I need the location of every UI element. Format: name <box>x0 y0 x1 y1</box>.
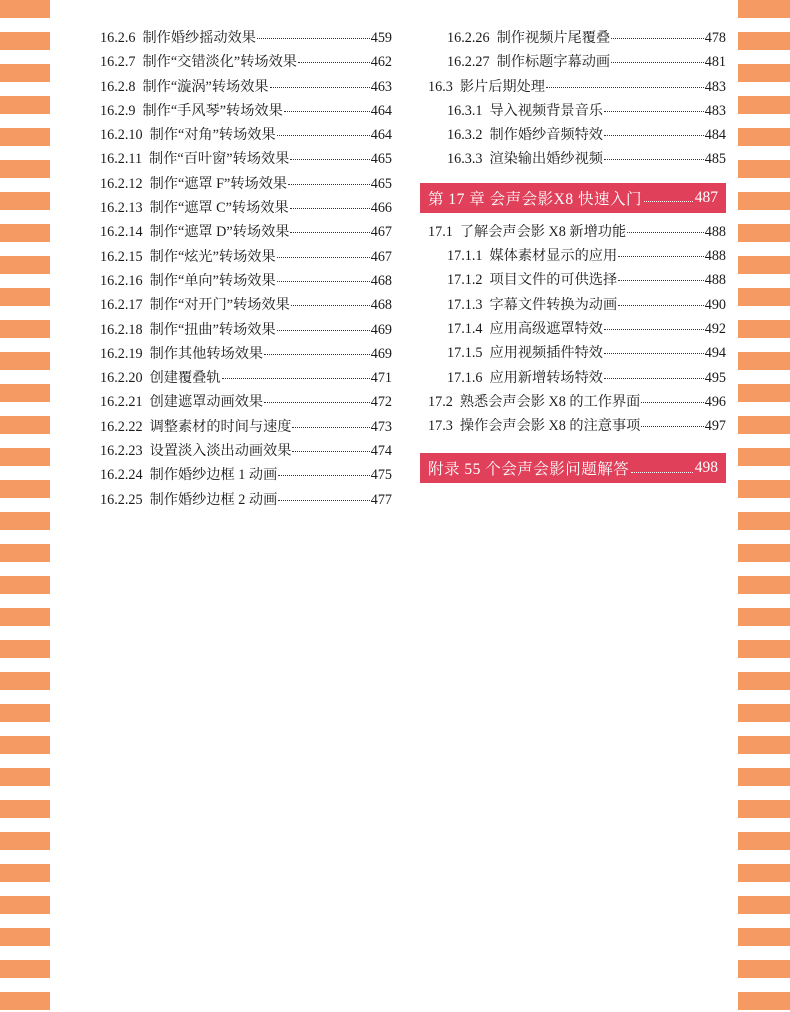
entry-number: 17.2 <box>428 393 453 410</box>
leader-dots <box>618 256 704 257</box>
toc-entry[interactable] <box>420 76 726 100</box>
toc-entry[interactable] <box>100 464 392 488</box>
leader-dots <box>604 159 704 160</box>
entry-title: 制作“扭曲”转场效果 <box>149 321 276 338</box>
entry-title: 字幕文件转换为动画 <box>489 296 618 313</box>
leader-dots <box>278 500 369 501</box>
entry-number: 16.2.11 <box>100 151 143 168</box>
entry-title: 制作“炫光”转场效果 <box>149 248 276 265</box>
entry-title: 熟悉会声会影 X8 的工作界面 <box>459 393 641 410</box>
leader-dots <box>291 305 370 306</box>
entry-title: 制作婚纱音频特效 <box>489 127 603 144</box>
entry-page: 459 <box>370 30 392 46</box>
entry-number: 17.1.4 <box>447 320 483 337</box>
toc-entry[interactable] <box>100 343 392 367</box>
appendix-page: 498 <box>694 459 718 477</box>
entry-number: 16.3.1 <box>447 102 483 119</box>
leader-dots <box>604 111 704 112</box>
toc-entry[interactable] <box>100 440 392 464</box>
entry-title: 制作视频片尾覆叠 <box>496 30 611 46</box>
entry-number: 17.1.1 <box>447 248 483 265</box>
leader-dots <box>627 232 704 233</box>
entry-page: 471 <box>370 370 392 387</box>
entry-page: 478 <box>704 30 726 46</box>
toc-entry[interactable] <box>100 148 392 172</box>
entry-number: 17.3 <box>428 418 453 435</box>
leader-dots <box>277 257 370 258</box>
entry-page: 473 <box>370 418 392 435</box>
entry-title: 创建遮罩动画效果 <box>149 394 264 411</box>
entry-page: 488 <box>704 223 726 240</box>
entry-number: 16.2.10 <box>100 127 143 144</box>
leader-dots <box>292 451 369 452</box>
entry-page: 485 <box>704 151 726 168</box>
leader-dots <box>264 402 370 403</box>
entry-title: 制作“百叶窗”转场效果 <box>149 151 290 168</box>
entry-number: 16.2.7 <box>100 54 136 71</box>
entry-number: 16.2.6 <box>100 30 136 46</box>
entry-page: 465 <box>370 175 392 192</box>
toc-entry[interactable] <box>420 415 726 439</box>
toc-entry[interactable] <box>420 27 726 51</box>
entry-title: 制作婚纱边框 2 动画 <box>149 491 278 508</box>
entry-title: 应用高级遮罩特效 <box>489 320 603 337</box>
entry-title: 制作“交错淡化”转场效果 <box>142 54 297 71</box>
toc-entry[interactable] <box>100 489 392 513</box>
appendix-heading[interactable] <box>420 453 726 483</box>
toc-entry[interactable] <box>100 294 392 318</box>
entry-page: 492 <box>704 320 726 337</box>
entry-page: 466 <box>370 200 392 217</box>
entry-number: 16.2.13 <box>100 200 143 217</box>
entry-page: 484 <box>704 127 726 144</box>
entry-page: 483 <box>704 78 726 95</box>
entry-page: 495 <box>704 369 726 386</box>
entry-number: 16.2.22 <box>100 418 143 435</box>
entry-title: 了解会声会影 X8 新增功能 <box>459 223 627 240</box>
entry-number: 16.3.3 <box>447 151 483 168</box>
toc-right-column <box>420 27 726 491</box>
leader-dots <box>277 135 370 136</box>
entry-title: 创建覆叠轨 <box>149 370 221 387</box>
leader-dots <box>604 353 704 354</box>
entry-title: 制作“手风琴”转场效果 <box>142 102 283 119</box>
toc-entry[interactable] <box>100 173 392 197</box>
left-stripe-border <box>0 0 50 1012</box>
toc-entry[interactable] <box>420 51 726 75</box>
entry-number: 17.1.6 <box>447 369 483 386</box>
leader-dots <box>644 201 693 202</box>
toc-entry[interactable] <box>420 294 726 318</box>
leader-dots <box>290 208 370 209</box>
entry-title: 媒体素材显示的应用 <box>489 248 618 265</box>
leader-dots <box>222 378 370 379</box>
leader-dots <box>604 378 704 379</box>
toc-entry[interactable] <box>100 319 392 343</box>
toc-entry[interactable] <box>100 100 392 124</box>
toc-entry[interactable] <box>420 269 726 293</box>
entry-number: 17.1.2 <box>447 272 483 289</box>
entry-title: 制作婚纱边框 1 动画 <box>149 467 278 484</box>
leader-dots <box>641 426 703 427</box>
entry-title: 制作“遮罩 F”转场效果 <box>149 175 288 192</box>
entry-number: 16.2.24 <box>100 467 143 484</box>
entry-title: 制作“遮罩 D”转场效果 <box>149 224 290 241</box>
chapter-title: 第 17 章 会声会影X8 快速入门 <box>428 190 642 208</box>
leader-dots <box>604 135 704 136</box>
leader-dots <box>298 62 370 63</box>
right-stripe-border <box>738 0 790 1012</box>
entry-page: 468 <box>370 297 392 314</box>
toc-entry[interactable] <box>100 270 392 294</box>
entry-page: 483 <box>704 102 726 119</box>
toc-entry[interactable] <box>100 221 392 245</box>
toc-entry[interactable] <box>420 245 726 269</box>
toc-entry[interactable] <box>100 416 392 440</box>
toc-entry[interactable] <box>420 124 726 148</box>
entry-page: 468 <box>370 272 392 289</box>
leader-dots <box>290 232 369 233</box>
toc-left-column <box>100 27 392 513</box>
entry-page: 467 <box>370 224 392 241</box>
toc-entry[interactable] <box>100 246 392 270</box>
toc-entry[interactable] <box>100 124 392 148</box>
entry-title: 制作“单向”转场效果 <box>149 272 276 289</box>
toc-entry[interactable] <box>420 100 726 124</box>
entry-number: 16.2.18 <box>100 321 143 338</box>
leader-dots <box>264 354 370 355</box>
leader-dots <box>631 472 692 473</box>
leader-dots <box>546 87 704 88</box>
entry-page: 488 <box>704 272 726 289</box>
leader-dots <box>611 38 704 39</box>
toc-entry[interactable] <box>420 221 726 245</box>
entry-title: 项目文件的可供选择 <box>489 272 618 289</box>
entry-page: 496 <box>704 393 726 410</box>
entry-title: 操作会声会影 X8 的注意事项 <box>459 418 641 435</box>
entry-number: 16.2.26 <box>447 30 490 46</box>
leader-dots <box>292 427 369 428</box>
leader-dots <box>288 184 370 185</box>
entry-page: 469 <box>370 345 392 362</box>
entry-number: 17.1.5 <box>447 345 483 362</box>
toc-entry[interactable] <box>420 367 726 391</box>
entry-page: 477 <box>370 491 392 508</box>
chapter-17-heading[interactable] <box>420 183 726 213</box>
entry-number: 16.2.15 <box>100 248 143 265</box>
toc-entry[interactable] <box>420 318 726 342</box>
entry-title: 导入视频背景音乐 <box>489 102 603 119</box>
appendix-title: 附录 55 个会声会影问题解答 <box>428 461 630 479</box>
entry-page: 475 <box>370 467 392 484</box>
toc-entry[interactable] <box>100 76 392 100</box>
leader-dots <box>604 329 704 330</box>
toc-entry[interactable] <box>420 342 726 366</box>
entry-number: 16.2.19 <box>100 345 143 362</box>
leader-dots <box>277 281 370 282</box>
leader-dots <box>618 280 704 281</box>
entry-page: 463 <box>370 78 392 95</box>
leader-dots <box>641 402 703 403</box>
entry-page: 469 <box>370 321 392 338</box>
entry-number: 16.2.8 <box>100 78 136 95</box>
entry-page: 465 <box>370 151 392 168</box>
entry-number: 16.2.17 <box>100 297 143 314</box>
entry-title: 制作标题字幕动画 <box>496 54 611 71</box>
entry-number: 16.3.2 <box>447 127 483 144</box>
chapter-page: 487 <box>694 188 718 206</box>
entry-title: 制作“遮罩 C”转场效果 <box>149 200 289 217</box>
toc-entry[interactable] <box>100 391 392 415</box>
leader-dots <box>257 38 370 39</box>
entry-page: 464 <box>370 127 392 144</box>
entry-number: 16.2.23 <box>100 443 143 460</box>
entry-number: 16.2.14 <box>100 224 143 241</box>
entry-page: 494 <box>704 345 726 362</box>
leader-dots <box>278 475 369 476</box>
entry-title: 制作其他转场效果 <box>149 345 264 362</box>
leader-dots <box>611 62 704 63</box>
entry-number: 16.2.9 <box>100 102 136 119</box>
leader-dots <box>270 87 370 88</box>
entry-title: 制作“对开门”转场效果 <box>149 297 290 314</box>
entry-title: 影片后期处理 <box>459 78 545 95</box>
toc-entry[interactable] <box>100 27 392 51</box>
entry-number: 17.1 <box>428 223 453 240</box>
toc-entry[interactable] <box>100 367 392 391</box>
entry-number: 16.2.16 <box>100 272 143 289</box>
entry-page: 462 <box>370 54 392 71</box>
entry-number: 16.2.27 <box>447 54 490 71</box>
entry-number: 16.2.20 <box>100 370 143 387</box>
entry-title: 制作“对角”转场效果 <box>149 127 276 144</box>
entry-title: 制作婚纱摇动效果 <box>142 30 256 46</box>
leader-dots <box>284 111 370 112</box>
entry-page: 474 <box>370 443 392 460</box>
toc-entry[interactable] <box>100 51 392 75</box>
entry-title: 应用视频插件特效 <box>489 345 603 362</box>
entry-title: 渲染输出婚纱视频 <box>489 151 603 168</box>
entry-number: 17.1.3 <box>447 296 483 313</box>
entry-page: 472 <box>370 394 392 411</box>
entry-title: 调整素材的时间与速度 <box>149 418 292 435</box>
entry-page: 467 <box>370 248 392 265</box>
entry-page: 497 <box>704 418 726 435</box>
entry-number: 16.3 <box>428 78 453 95</box>
entry-number: 16.2.21 <box>100 394 143 411</box>
entry-number: 16.2.12 <box>100 175 143 192</box>
entry-page: 488 <box>704 248 726 265</box>
entry-title: 制作“漩涡”转场效果 <box>142 78 269 95</box>
leader-dots <box>277 330 370 331</box>
toc-entry[interactable] <box>420 148 726 172</box>
entry-page: 490 <box>704 296 726 313</box>
leader-dots <box>290 159 369 160</box>
entry-title: 应用新增转场特效 <box>489 369 603 386</box>
toc-entry[interactable] <box>420 391 726 415</box>
entry-number: 16.2.25 <box>100 491 143 508</box>
toc-entry[interactable] <box>100 197 392 221</box>
entry-page: 464 <box>370 102 392 119</box>
entry-page: 481 <box>704 54 726 71</box>
entry-title: 设置淡入淡出动画效果 <box>149 443 292 460</box>
leader-dots <box>618 305 704 306</box>
